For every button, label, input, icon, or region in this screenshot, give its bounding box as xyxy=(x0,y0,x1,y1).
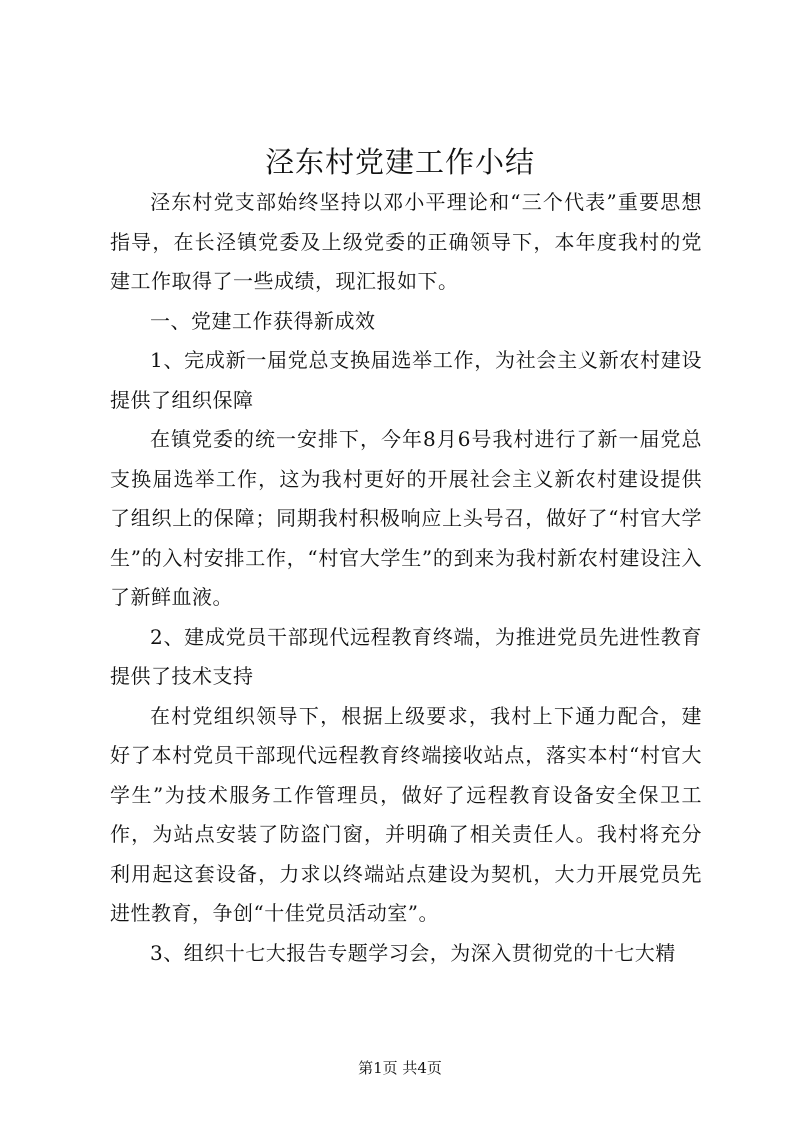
subsection-heading-1: 1、完成新一届党总支换届选举工作，为社会主义新农村建设提供了组织保障 xyxy=(110,348,702,412)
document-title: 泾东村党建工作小结 xyxy=(264,145,535,179)
subsection-heading-2: 2、建成党员干部现代远程教育终端，为推进党员先进性教育提供了技术支持 xyxy=(110,624,702,688)
document-body xyxy=(110,183,702,973)
paragraph-intro: 泾东村党支部始终坚持以邓小平理论和“三个代表”重要思想指导，在长泾镇党委及上级党委的正确领导下，本年度我村的党建工作取得了一些成绩，现汇报如下。 xyxy=(110,190,702,293)
section-heading-1: 一、党建工作获得新成效 xyxy=(150,308,376,333)
page-footer: 第1页 共4页 xyxy=(358,1059,442,1077)
paragraph-remote-education: 在村党组织领导下，根据上级要求，我村上下通力配合，建好了本村党员干部现代远程教育终端接收站点，落实本村“村官大学生”为技术服务工作管理员，做好了远程教育设备安全保卫工作，为站点安装了防盗门窗，并明确了相关责任人。我村将充分利用起这套设备，力求以终端站点建设为契机，大力开展党员先进性教育，争创“十佳党员活动室”。 xyxy=(110,703,702,925)
paragraph-election: 在镇党委的统一安排下，今年8月6号我村进行了新一届党总支换届选举工作，这为我村更好的开展社会主义新农村建设提供了组织上的保障；同期我村积极响应上头号召，做好了“村官大学生”的入村安排工作，“村官大学生”的到来为我村新农村建设注入了新鲜血液。 xyxy=(110,427,702,609)
subsection-heading-3: 3、组织十七大报告专题学习会，为深入贯彻党的十七大精 xyxy=(150,940,676,965)
